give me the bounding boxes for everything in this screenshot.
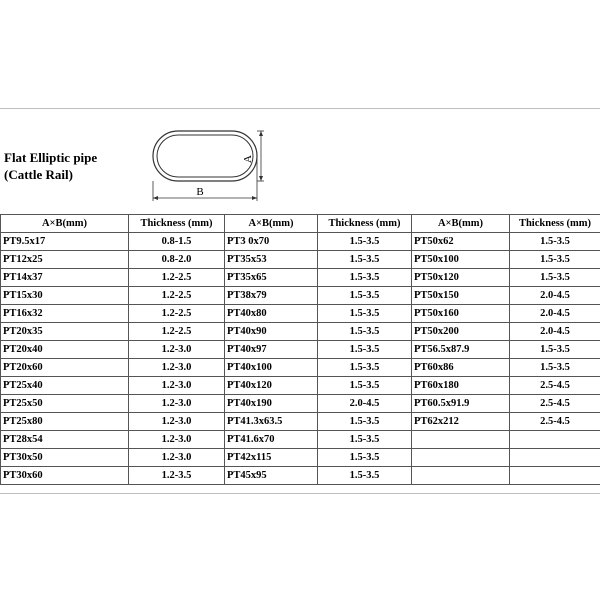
thickness-cell: 1.2-3.5 (129, 467, 225, 485)
size-cell: PT20x60 (1, 359, 129, 377)
thickness-cell: 1.2-2.5 (129, 287, 225, 305)
size-cell: PT41.3x63.5 (225, 413, 318, 431)
thickness-cell: 1.2-3.0 (129, 395, 225, 413)
size-cell: PT41.6x70 (225, 431, 318, 449)
table-row (1, 377, 600, 395)
dimension-table (0, 214, 600, 485)
table-row (1, 449, 600, 467)
dim-a-arrow-bottom (259, 176, 263, 181)
table-row (1, 305, 600, 323)
dim-a-label: A (242, 155, 254, 163)
product-title (4, 149, 97, 183)
thickness-cell (510, 431, 600, 449)
size-cell: PT40x90 (225, 323, 318, 341)
table-row (1, 251, 600, 269)
column-header-thickness: Thickness (mm) (129, 215, 225, 233)
thickness-cell: 2.0-4.5 (510, 323, 600, 341)
size-cell: PT50x160 (412, 305, 510, 323)
size-cell: PT30x50 (1, 449, 129, 467)
size-cell: PT62x212 (412, 413, 510, 431)
size-cell: PT40x100 (225, 359, 318, 377)
size-cell: PT12x25 (1, 251, 129, 269)
thickness-cell: 1.5-3.5 (318, 251, 412, 269)
header-area (0, 109, 600, 214)
size-cell: PT50x100 (412, 251, 510, 269)
thickness-cell: 2.0-4.5 (510, 287, 600, 305)
table-body (1, 233, 600, 485)
thickness-cell: 1.5-3.5 (318, 305, 412, 323)
table-row (1, 323, 600, 341)
size-cell: PT50x150 (412, 287, 510, 305)
thickness-cell: 2.0-4.5 (318, 395, 412, 413)
thickness-cell: 1.5-3.5 (318, 449, 412, 467)
table-row (1, 431, 600, 449)
column-header-size: A×B(mm) (225, 215, 318, 233)
size-cell: PT25x40 (1, 377, 129, 395)
size-cell: PT50x120 (412, 269, 510, 287)
thickness-cell: 1.5-3.5 (510, 251, 600, 269)
size-cell: PT14x37 (1, 269, 129, 287)
thickness-cell: 1.5-3.5 (318, 359, 412, 377)
thickness-cell: 1.5-3.5 (318, 269, 412, 287)
size-cell: PT60x86 (412, 359, 510, 377)
size-cell: PT40x190 (225, 395, 318, 413)
size-cell: PT25x80 (1, 413, 129, 431)
size-cell: PT9.5x17 (1, 233, 129, 251)
table-row (1, 467, 600, 485)
table-row (1, 233, 600, 251)
thickness-cell: 1.2-3.0 (129, 377, 225, 395)
dim-a-arrow-top (259, 131, 263, 136)
size-cell: PT60x180 (412, 377, 510, 395)
thickness-cell: 1.2-3.0 (129, 431, 225, 449)
column-header-size: A×B(mm) (412, 215, 510, 233)
size-cell: PT35x53 (225, 251, 318, 269)
table-header-row (1, 215, 600, 233)
dim-b-label: B (196, 186, 204, 198)
thickness-cell (510, 449, 600, 467)
size-cell (412, 449, 510, 467)
elliptic-pipe-diagram (138, 121, 278, 211)
size-cell: PT15x30 (1, 287, 129, 305)
thickness-cell: 1.5-3.5 (318, 341, 412, 359)
column-header-thickness: Thickness (mm) (318, 215, 412, 233)
size-cell: PT3 0x70 (225, 233, 318, 251)
dim-b-arrow-right (252, 196, 257, 200)
size-cell: PT60.5x91.9 (412, 395, 510, 413)
size-cell: PT38x79 (225, 287, 318, 305)
title-line-1: Flat Elliptic pipe (4, 150, 98, 165)
table-row (1, 395, 600, 413)
table-row (1, 359, 600, 377)
thickness-cell: 2.5-4.5 (510, 395, 600, 413)
thickness-cell: 2.5-4.5 (510, 413, 600, 431)
size-cell (412, 467, 510, 485)
thickness-cell: 1.2-2.5 (129, 269, 225, 287)
thickness-cell: 1.5-3.5 (510, 359, 600, 377)
size-cell: PT16x32 (1, 305, 129, 323)
thickness-cell: 1.5-3.5 (318, 287, 412, 305)
size-cell (412, 431, 510, 449)
thickness-cell: 1.2-2.5 (129, 323, 225, 341)
thickness-cell: 0.8-2.0 (129, 251, 225, 269)
size-cell: PT20x35 (1, 323, 129, 341)
column-header-size: A×B(mm) (1, 215, 129, 233)
size-cell: PT40x80 (225, 305, 318, 323)
thickness-cell: 1.2-2.5 (129, 305, 225, 323)
size-cell: PT56.5x87.9 (412, 341, 510, 359)
thickness-cell: 2.5-4.5 (510, 377, 600, 395)
thickness-cell: 1.5-3.5 (318, 323, 412, 341)
thickness-cell: 1.5-3.5 (510, 341, 600, 359)
thickness-cell: 2.0-4.5 (510, 305, 600, 323)
pipe-inner-outline (157, 135, 253, 177)
size-cell: PT45x95 (225, 467, 318, 485)
size-cell: PT50x62 (412, 233, 510, 251)
table-row (1, 341, 600, 359)
thickness-cell (510, 467, 600, 485)
title-line-2: (Cattle Rail) (4, 167, 73, 182)
size-cell: PT35x65 (225, 269, 318, 287)
size-cell: PT20x40 (1, 341, 129, 359)
size-cell: PT50x200 (412, 323, 510, 341)
size-cell: PT28x54 (1, 431, 129, 449)
thickness-cell: 1.5-3.5 (318, 233, 412, 251)
size-cell: PT30x60 (1, 467, 129, 485)
thickness-cell: 1.5-3.5 (318, 413, 412, 431)
thickness-cell: 1.5-3.5 (318, 467, 412, 485)
thickness-cell: 1.5-3.5 (318, 377, 412, 395)
size-cell: PT40x120 (225, 377, 318, 395)
size-cell: PT25x50 (1, 395, 129, 413)
thickness-cell: 1.5-3.5 (318, 431, 412, 449)
thickness-cell: 1.2-3.0 (129, 413, 225, 431)
dim-b-arrow-left (153, 196, 158, 200)
table-row (1, 413, 600, 431)
size-cell: PT42x115 (225, 449, 318, 467)
table-row (1, 287, 600, 305)
spec-sheet (0, 108, 600, 494)
thickness-cell: 1.5-3.5 (510, 233, 600, 251)
table-row (1, 269, 600, 287)
thickness-cell: 1.2-3.0 (129, 359, 225, 377)
column-header-thickness: Thickness (mm) (510, 215, 600, 233)
thickness-cell: 1.2-3.0 (129, 341, 225, 359)
thickness-cell: 1.5-3.5 (510, 269, 600, 287)
size-cell: PT40x97 (225, 341, 318, 359)
thickness-cell: 1.2-3.0 (129, 449, 225, 467)
thickness-cell: 0.8-1.5 (129, 233, 225, 251)
